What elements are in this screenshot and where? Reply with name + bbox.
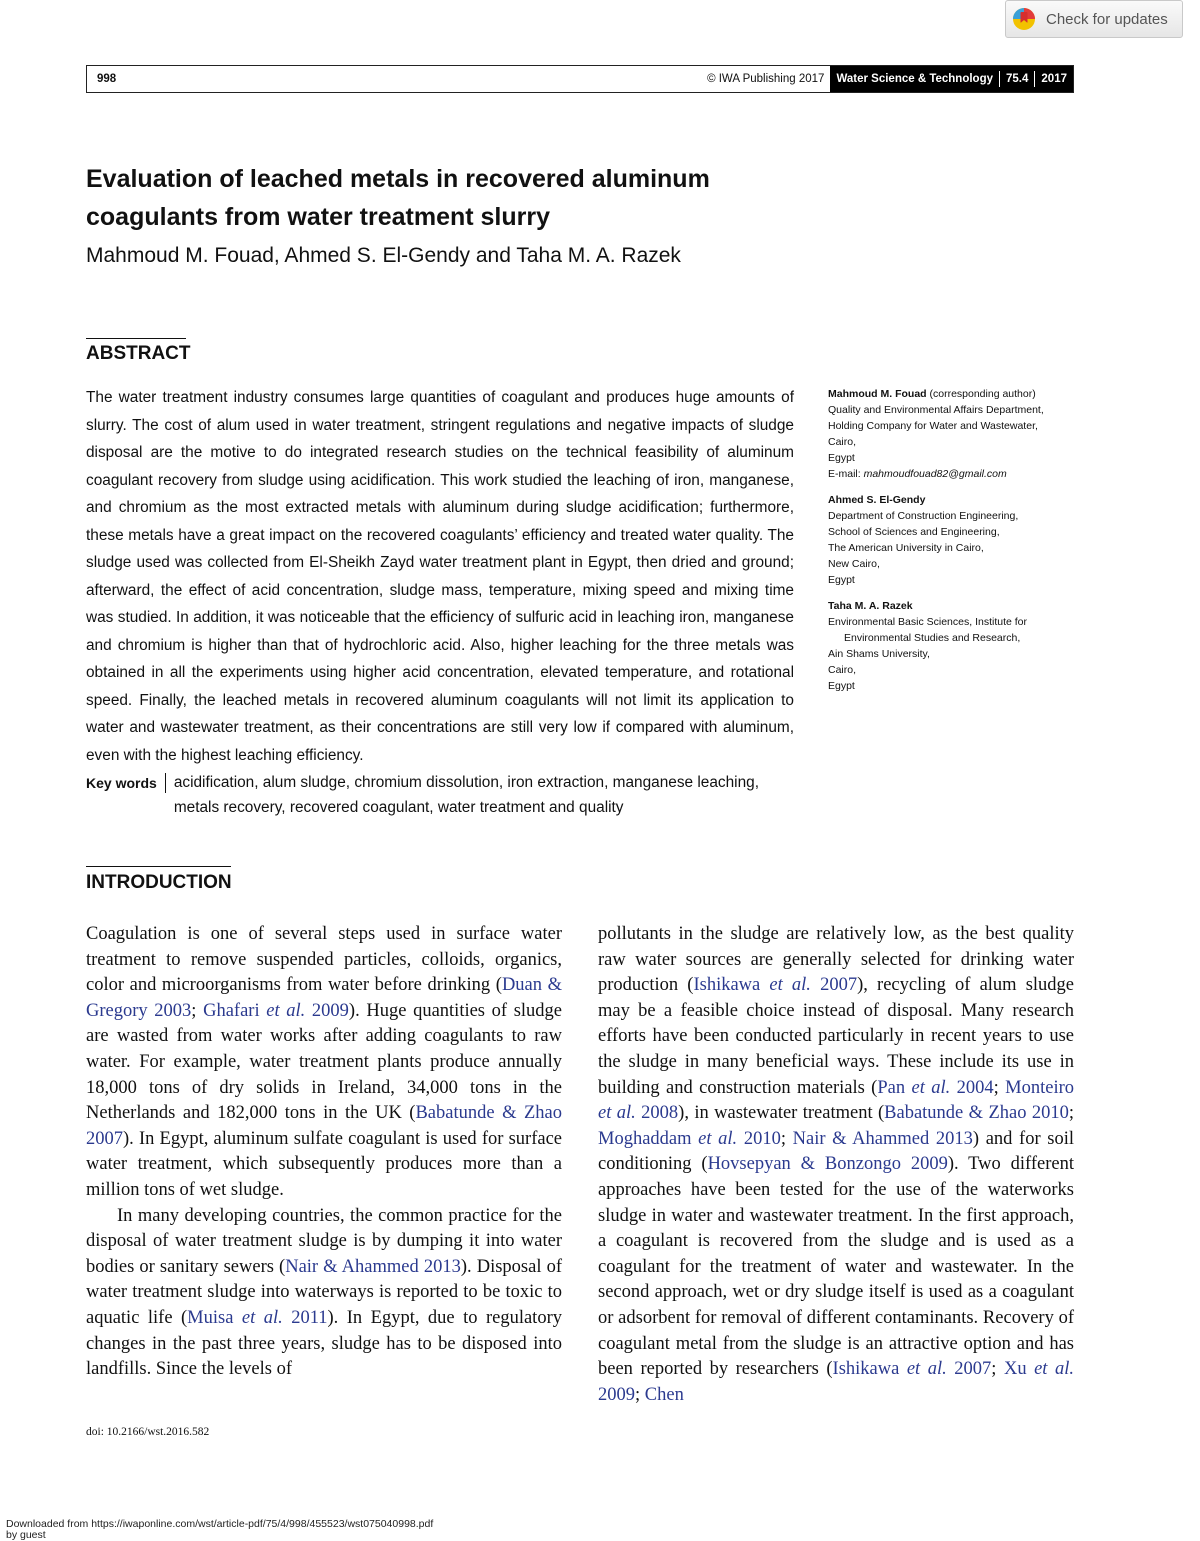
body-text: ). Two different approaches have been tested for the use of the waterworks sludge in water and wastewater treatment. In the first approach, a coagulant is recovered from the sludge and is used as a coagulant for the treatment of water and wastewater. In the second approach, wet or dry sludge itself is used as a coagulant or adsorbent for removal of different contaminants. Recovery of coagulant metal from the sludge is an attractive option and has been reported by researchers ( xyxy=(598,1154,1074,1380)
body-text: ; xyxy=(993,1077,1006,1098)
affiliation-line: School of Sciences and Engineering, xyxy=(828,526,1000,538)
affiliation-line: New Cairo, xyxy=(828,558,880,570)
body-text: pollutants in the sludge are relatively low, as the best quality raw water sources are generally selected for drinking water production ( xyxy=(598,924,1074,996)
download-footer xyxy=(6,1519,433,1541)
citation-link[interactable]: Babatunde & Zhao 2007 xyxy=(86,1103,562,1149)
affiliation-line: The American University in Cairo, xyxy=(828,542,984,554)
paragraph xyxy=(86,922,562,1204)
check-for-updates-button[interactable] xyxy=(1005,0,1183,38)
section-rule xyxy=(86,866,231,867)
citation-link[interactable]: Monteiro et al. 2008 xyxy=(598,1077,1075,1124)
affiliations xyxy=(828,386,1073,704)
keywords xyxy=(86,770,794,820)
keywords-label: Key words xyxy=(86,773,166,793)
author-name: Taha M. A. Razek xyxy=(828,600,913,612)
check-for-updates-label: Check for updates xyxy=(1046,10,1168,28)
paragraph xyxy=(598,922,1074,1408)
intro-right-column xyxy=(598,922,1074,1408)
affiliation-line: Quality and Environmental Affairs Department, xyxy=(828,404,1044,416)
abstract-text: The water treatment industry consumes large quantities of coagulant and produces huge amounts of slurry. The cost of alum used in water treatment, stringent regulations and negative impacts of sludge disposal are the motive to do integrated research studies on the technical feasibility of aluminum coagulant recovery from sludge using acidification. This work studied the leaching of iron, manganese, and chromium as the most extracted metals with aluminum during sludge acidification; furthermore, these metals have a great impact on the recovered coagulants’ efficiency and treated water quality. The sludge used was collected from El-Sheikh Zayd water treatment plant in Egypt, then dried and ground; afterward, the effect of acid concentration, sludge mass, temperature, mixing speed and mixing time was studied. In addition, it was noticeable that the efficiency of sulfuric acid in leaching iron, manganese and chromium is higher than that of hydrochloric acid. Also, higher leaching for the three metals was obtained in all the experiments using higher acid concentration, elevated temperature, and rotational speed. Finally, the leached metals in recovered aluminum coagulants will not limit its application to water and wastewater treatment, as their concentrations are still very low if compared with aluminum, even with the highest leaching efficiency. xyxy=(86,389,794,764)
affiliation-block xyxy=(828,598,1073,694)
citation-link[interactable]: Hovsepyan & Bonzongo 2009 xyxy=(707,1154,948,1175)
affiliation-line: Egypt xyxy=(828,574,855,586)
year: 2017 xyxy=(1041,73,1067,85)
title-line: Evaluation of leached metals in recovered aluminum xyxy=(86,165,710,193)
body-text: ; xyxy=(991,1359,1004,1380)
affiliation-block xyxy=(828,386,1073,482)
citation-link[interactable]: Nair & Ahammed 2013 xyxy=(285,1256,461,1277)
article-title xyxy=(86,160,846,236)
citation-link[interactable]: Xu et al. 2009 xyxy=(598,1359,1074,1405)
body-text: ; xyxy=(780,1128,793,1149)
affiliation-line: Egypt xyxy=(828,452,855,464)
copyright: © IWA Publishing 2017 xyxy=(707,73,825,85)
body-text: ), recycling of alum sludge may be a feasible choice instead of disposal. Many research efforts have been conducted particularly in recent years to use the sludge in many beneficial ways. These include its use in building and construction materials ( xyxy=(598,975,1075,1098)
affiliation-line: Cairo, xyxy=(828,436,857,448)
volume: 75.4 xyxy=(1006,73,1029,85)
affiliation-line: Environmental Studies and Research, xyxy=(844,632,1021,644)
body-text: Coagulation is one of several steps used in surface water treatment to remove suspended particles, colloids, organics, color and microorganisms from water before drinking ( xyxy=(86,924,562,996)
body-text: ; xyxy=(1068,1103,1074,1124)
citation-link[interactable]: Ghafari et al. 2009 xyxy=(203,1000,349,1021)
keywords-list: acidification, alum sludge, chromium dissolution, iron extraction, manganese leaching, metals recovery, recovered coagulant, water treatment and quality xyxy=(173,774,759,816)
body-text: In many developing countries, the common practice for the disposal of water treatment sludge is by dumping it into water bodies or sanitary sewers ( xyxy=(86,1205,562,1277)
email-label: E-mail: xyxy=(828,468,864,480)
affiliation-line: Holding Company for Water and Wastewater, xyxy=(828,420,1038,432)
affiliation-line: Cairo, xyxy=(828,664,857,676)
journal-block xyxy=(830,66,1073,92)
citation-link[interactable]: Ishikawa et al. 2007 xyxy=(693,975,858,996)
email-link[interactable]: mahmoudfouad82@gmail.com xyxy=(863,468,1007,480)
abstract-heading: ABSTRACT xyxy=(86,343,191,364)
affiliation-line: Environmental Basic Sciences, Institute for xyxy=(828,616,1028,628)
introduction-heading: INTRODUCTION xyxy=(86,872,232,893)
affiliation-block xyxy=(828,492,1073,588)
download-source: Downloaded from https://iwaponline.com/wst/article-pdf/75/4/998/455523/wst075040998.pdf xyxy=(6,1518,434,1530)
intro-left-column xyxy=(86,922,562,1383)
body-text: ; xyxy=(191,1000,204,1021)
citation-link[interactable]: Duan & Gregory 2003 xyxy=(86,975,562,1021)
citation-link[interactable]: Pan et al. 2004 xyxy=(877,1077,994,1098)
journal-name: Water Science & Technology xyxy=(836,73,994,85)
body-text: ), in wastewater treatment ( xyxy=(678,1103,885,1124)
author-note: (corresponding author) xyxy=(926,388,1036,400)
citation-link[interactable]: Chen xyxy=(644,1384,684,1405)
citation-link[interactable]: Nair & Ahammed 2013 xyxy=(792,1128,973,1149)
download-user: by guest xyxy=(6,1529,46,1541)
page-number: 998 xyxy=(97,73,117,85)
section-rule xyxy=(86,338,186,339)
body-text: ) and for soil conditioning ( xyxy=(598,1128,1075,1175)
citation-link[interactable]: Muisa et al. 2011 xyxy=(187,1307,328,1328)
body-text: ). In Egypt, due to regulatory changes in the past three years, sludge has to be disposed into landfills. Since the levels of xyxy=(86,1307,562,1380)
doi: doi: 10.2166/wst.2016.582 xyxy=(86,1426,210,1438)
author-name: Mahmoud M. Fouad xyxy=(828,388,927,400)
author-name: Ahmed S. El-Gendy xyxy=(828,494,926,506)
body-text: ; xyxy=(635,1384,645,1405)
body-text: ). Huge quantities of sludge are wasted from water works after adding coagulants to raw water. For example, water treatment plants produce annually 18,000 tons of dry solids in Ireland, 34,000 tons in the Netherlands and 182,000 tons in the UK ( xyxy=(86,1000,563,1124)
paragraph xyxy=(86,1204,562,1383)
body-text: ). In Egypt, aluminum sulfate coagulant is used for surface water treatment, which subsequently produces more than a million tons of wet sludge. xyxy=(86,1128,562,1200)
citation-link[interactable]: Ishikawa et al. 2007 xyxy=(832,1359,992,1380)
running-header xyxy=(86,65,1074,93)
affiliation-line: Department of Construction Engineering, xyxy=(828,510,1019,522)
affiliation-line: Egypt xyxy=(828,680,855,692)
crossmark-icon xyxy=(1012,7,1036,31)
citation-link[interactable]: Babatunde & Zhao 2010 xyxy=(884,1103,1069,1124)
body-text: ). Disposal of water treatment sludge into waterways is reported to be toxic to aquatic life ( xyxy=(86,1256,562,1328)
citation-link[interactable]: Moghaddam et al. 2010 xyxy=(598,1128,781,1149)
title-line: coagulants from water treatment slurry xyxy=(86,203,551,231)
affiliation-line: Ain Shams University, xyxy=(828,648,930,660)
author-list: Mahmoud M. Fouad, Ahmed S. El-Gendy and Taha M. A. Razek xyxy=(86,244,681,267)
